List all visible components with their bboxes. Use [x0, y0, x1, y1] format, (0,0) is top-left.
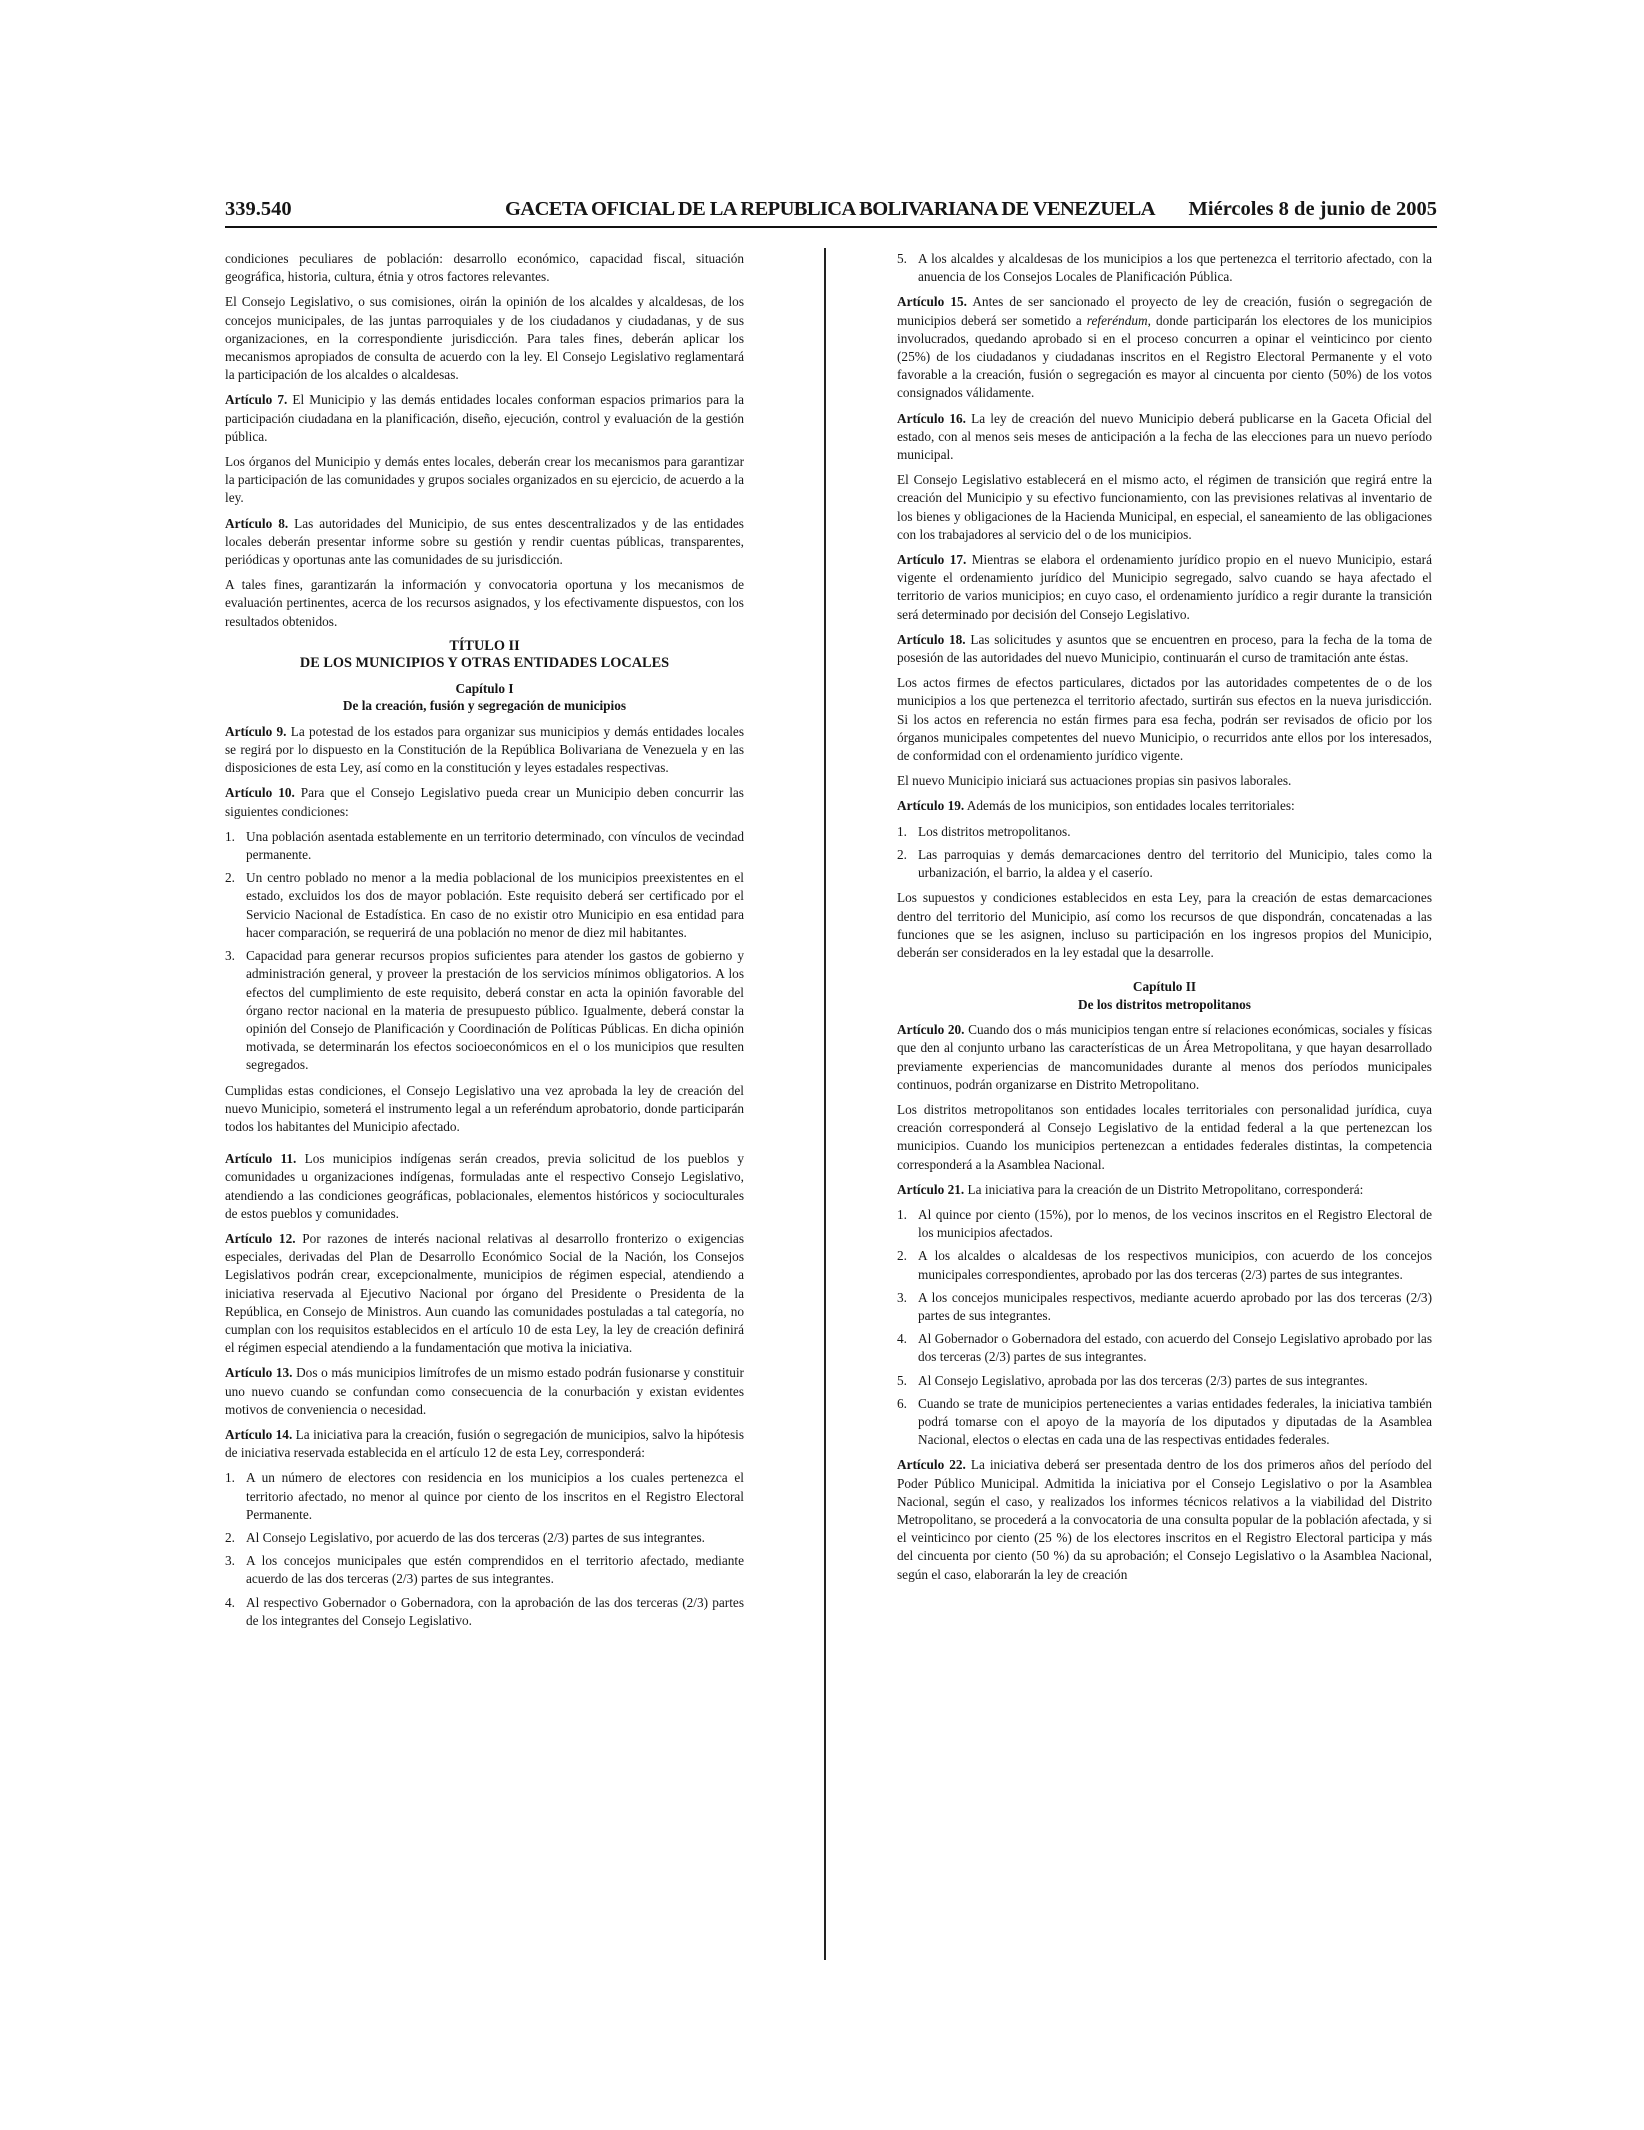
list-item: 3. A los concejos municipales respectivos, mediante acuerdo aprobado por las dos terceras (2/3) partes de sus integrantes.: [897, 1289, 1432, 1323]
paragraph: El Consejo Legislativo, o sus comisiones, oirán la opinión de los alcaldes y alcaldesas, de los concejos municipales, de las juntas parroquiales y de los ciudadanos y ciudadanas, y de sus organizaciones, en la correspondiente jurisdicción. Para tales fines, deberán aplicar los mecanismos apropiados de consulta de acuerdo con la ley. El Consejo Legislativo reglamentará la participación de los alcaldes o alcaldesas.: [225, 294, 744, 383]
numbered-list: [897, 250, 1432, 286]
page-number: 339.540: [225, 198, 292, 220]
list-item: 3. Capacidad para generar recursos propios suficientes para atender los gastos de gobierno y administración general, y proveer la prestación de los servicios mínimos obligatorios. A los efectos del cumplimiento de este requisito, deberá constar en acta la opinión favorable del órgano rector nacional en la materia de presupuesto público. Igualmente, deberá constar la opinión del Consejo de Planificación y Coordinación de Políticas Públicas. En dicha opinión motivada, se determinarán los efectos socioeconómicos en el o los municipios que resulten segregados.: [225, 948, 744, 1073]
article-label: Artículo 7.: [225, 392, 288, 408]
article-label: Artículo 21.: [897, 1181, 965, 1197]
article-label: Artículo 18.: [897, 631, 966, 647]
article-11: Artículo 11. Los municipios indígenas serán creados, previa solicitud de los pueblos y comunidades u organizaciones indígenas, formuladas ante el respectivo Consejo Legislativo, atendiendo a las condiciones geográficas, poblacionales, elementos históricos y socioculturales de estos pueblos y comunidades.: [225, 1151, 744, 1221]
paragraph: A tales fines, garantizarán la información y convocatoria oportuna y los mecanismos de evaluación pertinentes, acerca de los recursos asignados, y los efectivamente dispuestos, con los resultados obtenidos.: [225, 577, 744, 629]
article-16: Artículo 16. La ley de creación del nuevo Municipio deberá publicarse en la Gaceta Oficial del estado, con al menos seis meses de anticipación a la fecha de las elecciones para un nuevo período municipal.: [897, 410, 1432, 463]
article-label: Artículo 16.: [897, 410, 967, 426]
article-14: Artículo 14. La iniciativa para la creación, fusión o segregación de municipios, salvo la hipótesis de iniciativa reservada establecida en el artículo 12 de esta Ley, corresponderá:: [225, 1426, 744, 1461]
list-item: 3. A los concejos municipales que estén comprendidos en el territorio afectado, mediante acuerdo de las dos terceras (2/3) partes de sus integrantes.: [225, 1553, 744, 1587]
chapter-name: De la creación, fusión y segregación de municipios: [342, 698, 627, 714]
article-18: Artículo 18. Las solicitudes y asuntos que se encuentren en proceso, para la fecha de la toma de posesión de las autoridades del nuevo Municipio, continuarán el curso de tramitación ante éstas.: [897, 631, 1432, 666]
article-8: Artículo 8. Las autoridades del Municipio, de sus entes descentralizados y de las entidades locales deberán presentar informe sobre su gestión y rendir cuentas públicas, transparentes, periódicas y oportunas ante las comunidades de su jurisdicción.: [225, 515, 744, 568]
chapter-number: Capítulo I: [455, 680, 514, 696]
list-item: 2. Al Consejo Legislativo, por acuerdo de las dos terceras (2/3) partes de sus integrantes.: [225, 1529, 705, 1545]
list-item: 2. Un centro poblado no menor a la media poblacional de los municipios preexistentes en el estado, excluidos los dos de mayor población. Este requisito deberá ser certificado por el Servicio Nacional de Estadística. En caso de no existir otro Municipio en esa entidad para hacer comparación, se requerirá de una población no menor de diez mil habitantes.: [225, 870, 744, 940]
paragraph: El nuevo Municipio iniciará sus actuaciones propias sin pasivos laborales.: [897, 773, 1292, 789]
list-item: 2. A los alcaldes o alcaldesas de los respectivos municipios, con acuerdo de los concejos municipales correspondientes, aprobado por las dos terceras (2/3) partes de sus integrantes.: [897, 1248, 1432, 1282]
title-heading: [225, 638, 744, 715]
numbered-list: [225, 1469, 744, 1630]
article-12: Artículo 12. Por razones de interés nacional relativas al desarrollo fronterizo o exigencias especiales, derivadas del Plan de Desarrollo Económico Social de la Nación, los Consejos Legislativos podrán crear, excepcionalmente, municipios de régimen especial, atendiendo a iniciativa reservada al Ejecutivo Nacional por órgano del Presidente o Presidenta de la República, en Consejo de Ministros. Aun cuando las comunidades postuladas a tal categoría, no cumplan con los requisitos establecidos en el artículo 10 de esta Ley, la ley de creación definirá el régimen especial atendiendo a la fundamentación que motiva la iniciativa.: [225, 1230, 744, 1356]
title-number: TÍTULO II: [449, 637, 520, 654]
paragraph: Cumplidas estas condiciones, el Consejo Legislativo una vez aprobada la ley de creación del nuevo Municipio, someterá el instrumento legal a un referéndum aprobatorio, donde participarán todos los habitantes del Municipio afectado.: [225, 1082, 744, 1134]
article-21: Artículo 21. La iniciativa para la creación de un Distrito Metropolitano, corresponderá:: [897, 1181, 1364, 1197]
article-label: Artículo 20.: [897, 1022, 965, 1038]
issue-date: Miércoles 8 de junio de 2005: [1188, 198, 1437, 220]
title-name: DE LOS MUNICIPIOS Y OTRAS ENTIDADES LOCALES: [299, 655, 670, 672]
article-7: Artículo 7. El Municipio y las demás entidades locales conforman espacios primarios para la participación ciudadana en la planificación, diseño, ejecución, control y evaluación de la gestión pública.: [225, 392, 744, 444]
chapter-number: Capítulo II: [1132, 979, 1197, 995]
article-17: Artículo 17. Mientras se elabora el ordenamiento jurídico propio en el nuevo Municipio, estará vigente el ordenamiento jurídico del Municipio segregado, salvo cuando se haya afectado el territorio de varios municipios; en cuyo caso, el ordenamiento jurídico a regir durante la transición será determinado por decisión del Consejo Legislativo.: [897, 552, 1432, 622]
article-10: Artículo 10. Para que el Consejo Legislativo pueda crear un Municipio deben concurrir las siguientes condiciones:: [225, 785, 744, 819]
article-label: Artículo 14.: [225, 1426, 293, 1442]
list-item: 5. A los alcaldes y alcaldesas de los municipios a los que pertenezca el territorio afectado, con la anuencia de los Consejos Locales de Planificación Pública.: [897, 251, 1432, 285]
article-label: Artículo 9.: [225, 723, 287, 739]
paragraph: Los supuestos y condiciones establecidos en esta Ley, para la creación de estas demarcaciones dentro del territorio del Municipio, así como los recursos de que dispondrán, concatenadas a las funciones que se les asignen, incluso su participación en los ingresos propios del Municipio, deberán ser considerados en la ley estadal que la desarrolle.: [897, 890, 1432, 960]
column-divider: [824, 248, 826, 1960]
numbered-list: [897, 823, 1432, 883]
paragraph: Los distritos metropolitanos son entidades locales territoriales con personalidad jurídica, cuya creación corresponderá al Consejo Legislativo de la entidad federal a la que pertenezcan los municipios. Cuando los municipios pertenezcan a entidades federales distintas, la competencia corresponderá a la Asamblea Nacional.: [897, 1101, 1432, 1172]
chapter-name: De los distritos metropolitanos: [1078, 996, 1251, 1012]
article-20: Artículo 20. Cuando dos o más municipios tengan entre sí relaciones económicas, sociales y físicas que den al conjunto urbano las características de un Área Metropolitana, y que hayan desarrollado previamente experiencias de mancomunidades durante al menos dos períodos municipales continuos, podrán organizarse en Distrito Metropolitano.: [897, 1022, 1432, 1092]
paragraph: condiciones peculiares de población: desarrollo económico, capacidad fiscal, situación geográfica, historia, cultura, étnia y otros factores relevantes.: [225, 251, 744, 285]
article-9: Artículo 9. La potestad de los estados para organizar sus municipios y demás entidades locales se regirá por lo dispuesto en la Constitución de la República Bolivariana de Venezuela y en las disposiciones de esta Ley, así como en la constitución y leyes estadales respectivas.: [225, 723, 744, 776]
paragraph: El Consejo Legislativo establecerá en el mismo acto, el régimen de transición que regirá entre la creación del Municipio y su efectivo funcionamiento, con las previsiones relativas al inventario de los bienes y obligaciones de la Hacienda Municipal, en especial, el saneamiento de las obligaciones con los trabajadores al servicio del o de los municipios.: [897, 472, 1432, 542]
article-label: Artículo 17.: [897, 552, 967, 568]
article-label: Artículo 13.: [225, 1365, 293, 1381]
article-label: Artículo 19.: [897, 798, 965, 814]
article-label: Artículo 22.: [897, 1457, 966, 1473]
page-header: [225, 196, 1437, 228]
article-22: Artículo 22. La iniciativa deberá ser presentada dentro de los dos primeros años del período del Poder Público Municipal. Admitida la iniciativa por el Consejo Legislativo o por la Asamblea Nacional, según el caso, y realizados los informes técnicos relativos a la viabilidad del Distrito Metropolitano, se procederá a la convocatoria de una consulta popular de la población afectada, y si el veinticinco por ciento (25 %) de los electores inscritos en el Registro Electoral participa y más del cincuenta por ciento (50 %) da su aprobación; el Consejo Legislativo o la Asamblea Nacional, según el caso, elaborarán la ley de creación: [897, 1457, 1432, 1582]
article-label: Artículo 10.: [225, 785, 295, 801]
list-item: 4. Al Gobernador o Gobernadora del estado, con acuerdo del Consejo Legislativo aprobado por las dos terceras (2/3) partes de sus integrantes.: [897, 1331, 1432, 1365]
list-item: 4. Al respectivo Gobernador o Gobernadora, con la aprobación de las dos terceras (2/3) partes de los integrantes del Consejo Legislativo.: [225, 1594, 744, 1628]
left-column: [225, 250, 744, 1637]
chapter-heading: [897, 978, 1432, 1013]
numbered-list: [225, 828, 744, 1075]
article-13: Artículo 13. Dos o más municipios limítrofes de un mismo estado podrán fusionarse y constituir uno nuevo cuando se confundan como consecuencia de la conurbación y existan evidentes motivos de conveniencia o necesidad.: [225, 1365, 744, 1417]
article-label: Artículo 15.: [897, 294, 967, 310]
list-item: 1. Una población asentada establemente en un territorio determinado, con vínculos de vecindad permanente.: [225, 828, 744, 863]
article-label: Artículo 11.: [225, 1151, 297, 1167]
list-item: 2. Las parroquias y demás demarcaciones dentro del territorio del Municipio, tales como la urbanización, el barrio, la aldea y el caserío.: [897, 846, 1432, 881]
right-column: [897, 250, 1432, 1591]
article-19: Artículo 19. Además de los municipios, son entidades locales territoriales:: [897, 798, 1295, 814]
list-item: 1. Los distritos metropolitanos.: [897, 823, 1071, 839]
paragraph: Los actos firmes de efectos particulares, dictados por las autoridades competentes de o de los municipios a los que pertenezca el territorio afectado, surtirán sus efectos en la nueva jurisdicción. Si los actos en referencia no están firmes para esa fecha, podrán ser revisados de oficio por los órganos municipales competentes del nuevo Municipio, o recurridos ante ellos por los interesados, de conformidad con el ordenamiento jurídico vigente.: [897, 675, 1432, 764]
article-label: Artículo 12.: [225, 1230, 296, 1246]
article-label: Artículo 8.: [225, 515, 289, 531]
list-item: 1. A un número de electores con residencia en los municipios a los cuales pertenezca el territorio afectado, no menor al quince por ciento de los inscritos en el Registro Electoral Permanente.: [225, 1470, 744, 1522]
gazette-title: GACETA OFICIAL DE LA REPUBLICA BOLIVARIANA DE VENEZUELA: [505, 198, 1155, 220]
list-item: 6. Cuando se trate de municipios pertenecientes a varias entidades federales, la iniciativa también podrá tomarse con el apoyo de la mayoría de los diputados y diputadas de la Asamblea Nacional, electos o electas en cada una de las respectivas entidades federales.: [897, 1395, 1432, 1448]
list-item: 5. Al Consejo Legislativo, aprobada por las dos terceras (2/3) partes de sus integrantes.: [897, 1372, 1368, 1388]
numbered-list: [897, 1206, 1432, 1449]
paragraph: Los órganos del Municipio y demás entes locales, deberán crear los mecanismos para garantizar la participación de las comunidades y grupos sociales organizados en su ejercicio, de acuerdo a la ley.: [225, 454, 744, 506]
list-item: 1. Al quince por ciento (15%), por lo menos, de los vecinos inscritos en el Registro Electoral de los municipios afectados.: [897, 1206, 1432, 1241]
article-15: Artículo 15. Antes de ser sancionado el proyecto de ley de creación, fusión o segregación de municipios deberá ser sometido a referéndum, donde participarán los electores de los municipios involucrados, quedando aprobado si en el proceso concurren a opinar el veinticinco por ciento (25%) de los ciudadanos y ciudadanas inscritos en el Registro Electoral Permanente y el voto favorable a la creación, fusión o segregación es mayor al cincuenta por ciento (50%) de los votos consignados válidamente.: [897, 294, 1432, 401]
